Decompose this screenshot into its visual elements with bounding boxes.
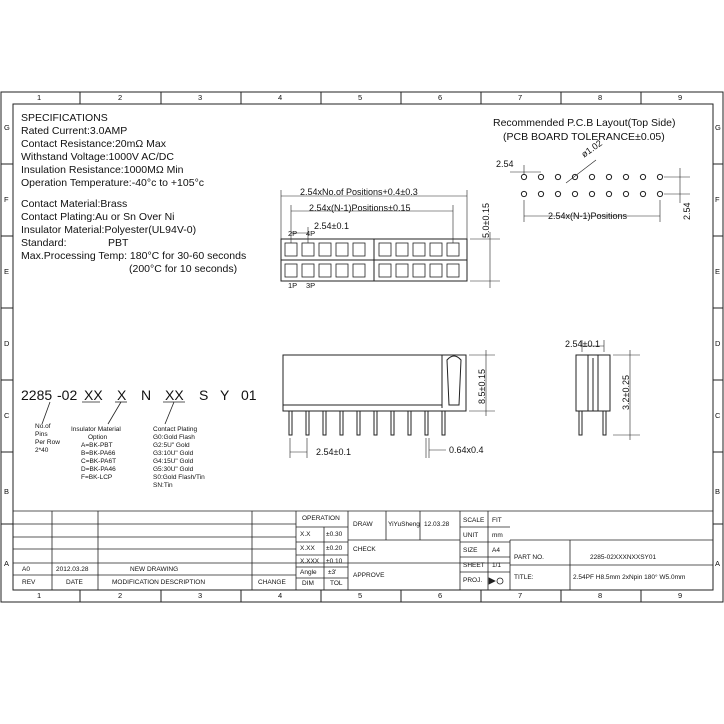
tb-tol-xx-value: ±0.30: [326, 531, 343, 538]
tb-check: CHECK: [353, 546, 376, 553]
spec-current: Rated Current:3.0AMP: [21, 125, 128, 137]
tb-tol-xxx: X.XX: [300, 545, 315, 552]
side-dim-width: 2.54±0.1: [565, 339, 600, 349]
col-label: 8: [598, 93, 603, 102]
col-label: 6: [438, 591, 443, 600]
col-label: 7: [518, 93, 523, 102]
legend-ins-d: D=BK-PA46: [81, 466, 116, 473]
tb-scale: SCALE: [463, 517, 485, 524]
spec-voltage: Withstand Voltage:1000V AC/DC: [21, 151, 174, 163]
legend-ins-f: F=BK-LCP: [81, 474, 113, 481]
row-label: C: [715, 411, 721, 420]
tb-rev-desc: NEW DRAWING: [130, 566, 179, 573]
col-label: 8: [598, 591, 603, 600]
pcb-layout-title: Recommended P.C.B Layout(Top Side): [493, 117, 676, 129]
legend-pins-1: No.of: [35, 423, 51, 430]
front-view-dimensions: [290, 350, 495, 458]
legend-pins-3: Per Row: [35, 439, 60, 446]
tb-part-no-label: PART NO.: [514, 554, 544, 561]
tb-draw-date: 12.03.28: [424, 521, 450, 528]
legend-ins-b: B=BK-PA66: [81, 450, 116, 457]
tb-tol-xxx-value: ±0.20: [326, 545, 343, 552]
tb-title-label: TITLE:: [514, 574, 534, 581]
tb-proj: PROJ.: [463, 577, 483, 584]
code-y: Y: [220, 387, 230, 403]
spec-plating: Contact Plating:Au or Sn Over Ni: [21, 211, 175, 223]
col-label: 7: [518, 591, 523, 600]
legend-plating-g0: G0:Gold Flash: [153, 434, 195, 441]
label-4p: 4P: [306, 229, 316, 238]
spec-insulator: Insulator Material:Polyester(UL94V-0): [21, 224, 197, 236]
legend-ins-option: Option: [88, 434, 108, 441]
legend-ins-c: C=BK-PA6T: [81, 458, 117, 465]
legend-plating-g5: G5:30U" Gold: [153, 466, 194, 473]
col-label: 5: [358, 93, 363, 102]
code-suffix: 01: [241, 387, 257, 403]
part-code-leaders: [42, 402, 185, 424]
projection-symbol: [489, 578, 503, 584]
col-label: 3: [198, 591, 203, 600]
tb-approve: APPROVE: [353, 572, 385, 579]
tb-tol: TOL: [330, 580, 343, 587]
code-plating: XX: [165, 387, 184, 403]
top-dim-total: 2.54xNo.of Positions+0.4±0.3: [300, 187, 418, 197]
row-label: E: [4, 267, 10, 276]
tb-size-value: A4: [492, 547, 500, 554]
code-pins: XX: [84, 387, 103, 403]
legend-plating-sn: SN:Tin: [153, 482, 173, 489]
code-n: N: [141, 387, 152, 403]
tb-sheet: SHEET: [463, 562, 485, 569]
spec-insulation-resistance: Insulation Resistance:1000MΩ Min: [21, 164, 184, 176]
tb-angle: Angle: [300, 569, 317, 576]
col-label: 1: [37, 591, 42, 600]
top-dim-pitch: 2.54±0.1: [314, 221, 349, 231]
row-label: G: [4, 123, 10, 132]
spec-proc-temp-2: (200°C for 10 seconds): [129, 263, 238, 275]
tb-header-rev: REV: [22, 579, 36, 586]
col-label: 4: [278, 93, 283, 102]
code-series: 2285: [21, 387, 53, 403]
code-s: S: [199, 387, 209, 403]
tb-scale-value: FIT: [492, 517, 502, 524]
tb-header-date: DATE: [66, 579, 83, 586]
tb-drawer: YiYuSheng: [388, 521, 420, 528]
legend-pins-4: 2*40: [35, 447, 49, 454]
tb-size: SIZE: [463, 547, 478, 554]
top-view: [281, 239, 467, 281]
col-label: 9: [678, 93, 683, 102]
top-dim-span: 2.54x(N-1)Positions±0.15: [309, 203, 411, 213]
legend-plating-s0: S0:Gold Flash/Tin: [153, 474, 205, 481]
tb-title: 2.54PF H8.5mm 2xNpin 180° W5.0mm: [573, 574, 686, 581]
spec-proc-temp: Max.Processing Temp: 180°C for 30-60 seconds: [21, 250, 247, 262]
legend-ins-a: A=BK-PBT: [81, 442, 113, 449]
row-label: D: [4, 339, 10, 348]
row-label: F: [715, 195, 720, 204]
tb-operation: OPERATION: [302, 515, 340, 522]
tb-draw: DRAW: [353, 521, 373, 528]
row-label: C: [4, 411, 10, 420]
legend-plating-g2: G2:5U" Gold: [153, 442, 190, 449]
pcb-dim-pitch-y: 2.54: [682, 202, 692, 220]
legend-plating-g3: G3:10U" Gold: [153, 450, 194, 457]
spec-title: SPECIFICATIONS: [21, 112, 108, 124]
row-label: B: [4, 487, 10, 496]
col-label: 5: [358, 591, 363, 600]
legend-pins-2: Pins: [35, 431, 48, 438]
row-label: A: [715, 559, 721, 568]
pcb-tolerance: (PCB BOARD TOLERANCE±0.05): [503, 131, 665, 143]
tb-dim: DIM: [302, 580, 314, 587]
tb-unit-value: mm: [492, 532, 503, 539]
col-label: 1: [37, 93, 42, 102]
top-dim-height: 5.0±0.15: [481, 203, 491, 238]
tb-header-change: CHANGE: [258, 579, 286, 586]
row-label: A: [4, 559, 10, 568]
spec-temperature: Operation Temperature:-40°c to +105°c: [21, 177, 205, 189]
tb-unit: UNIT: [463, 532, 479, 539]
tb-part-no: 2285-02XXXNXXSY01: [590, 554, 657, 561]
side-view: [576, 355, 610, 435]
pcb-hole-grid: [521, 174, 662, 196]
spec-contact-resistance: Contact Resistance:20mΩ Max: [21, 138, 166, 150]
col-label: 2: [118, 93, 123, 102]
col-label: 9: [678, 591, 683, 600]
spec-standard-label: Standard:: [21, 237, 67, 249]
pcb-dim-hole: ø1.02: [579, 137, 605, 160]
label-2p: 2P: [288, 229, 298, 238]
tb-rev-code: A0: [22, 566, 30, 573]
pcb-dim-pitch-x: 2.54: [496, 159, 514, 169]
front-dim-pitch: 2.54±0.1: [316, 447, 351, 457]
code-insulator: X: [117, 387, 127, 403]
col-label: 4: [278, 591, 283, 600]
side-dim-pin: 3.2±0.25: [621, 375, 631, 410]
spec-material: Contact Material:Brass: [21, 198, 128, 210]
row-label: D: [715, 339, 721, 348]
front-view-pins: [289, 411, 445, 435]
tb-angle-value: ±3': [328, 569, 337, 576]
front-view: [283, 355, 466, 411]
row-label: E: [715, 267, 721, 276]
pcb-dim-span: 2.54x(N-1)Positions: [548, 211, 628, 221]
legend-plating-g4: G4:15U" Gold: [153, 458, 194, 465]
row-label: B: [715, 487, 721, 496]
col-label: 6: [438, 93, 443, 102]
tb-tol-xx: X.X: [300, 531, 311, 538]
legend-plating-title: Contact Plating: [153, 426, 198, 433]
row-label: G: [715, 123, 721, 132]
label-1p: 1P: [288, 281, 298, 290]
col-label: 2: [118, 591, 123, 600]
spec-standard-value: PBT: [108, 237, 129, 249]
tb-rev-date: 2012.03.28: [56, 566, 89, 573]
tb-header-mod: MODIFICATION DESCRIPTION: [112, 579, 206, 586]
legend-ins-title: Insulator Material: [71, 426, 121, 433]
label-3p: 3P: [306, 281, 316, 290]
col-label: 3: [198, 93, 203, 102]
tb-tol-xxxx: X.XXX: [300, 558, 320, 565]
front-dim-height: 8.5±0.15: [477, 369, 487, 404]
code-pitch: -02: [57, 387, 78, 403]
tb-tol-xxxx-value: ±0.10: [326, 558, 343, 565]
row-label: F: [4, 195, 9, 204]
front-dim-pin: 0.64x0.4: [449, 445, 484, 455]
tb-sheet-value: 1/1: [492, 562, 502, 569]
